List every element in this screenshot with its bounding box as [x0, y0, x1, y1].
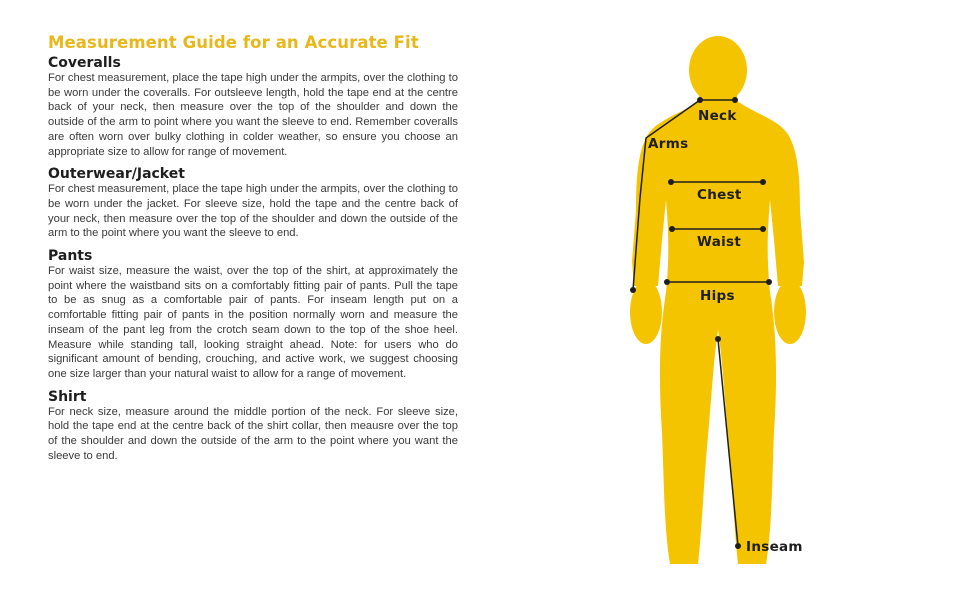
section-heading: Pants	[48, 248, 93, 265]
section-body: For chest measurement, place the tape high under the armpits, over the clothing to be worn under the coveralls. For outsleeve length, hold the tape end at the centre back of your neck, then measure over the top of the shoulder and down the outside of the arm to point where you want the sleeve to end. Remember coveralls are often worn over bulky clothing in colder weather, so ensure you choose an appropriate size to allow for range of movement.	[48, 72, 458, 158]
section-coveralls	[48, 55, 458, 159]
section-heading: Coveralls	[48, 55, 121, 71]
page-title: Measurement Guide for an Accurate Fit	[48, 33, 419, 52]
hips-label: Hips	[700, 288, 735, 304]
section-outerwear-jacket	[48, 166, 458, 241]
neck-label: Neck	[698, 108, 737, 124]
chest-label: Chest	[697, 187, 742, 203]
section-body: For neck size, measure around the middle portion of the neck. For sleeve size, hold the tape end at the centre back of the shirt collar, then meausre over the top of the shoulder and down the outside of the arm to the point where you want the sleeve to end.	[48, 405, 458, 462]
section-body: For chest measurement, place the tape high under the armpits, over the clothing to be worn under the jacket. For sleeve size, hold the tape and the centre back of your neck, then measure over the top of the shoulder and down the outside of the arm to the point where you want the sleeve to end.	[48, 183, 458, 240]
inseam-label: Inseam	[746, 539, 803, 555]
section-heading: Outerwear/Jacket	[48, 166, 185, 183]
waist-label: Waist	[697, 234, 742, 250]
section-shirt	[48, 389, 458, 464]
body-measurement-figure	[600, 30, 830, 570]
arms-label: Arms	[648, 136, 689, 152]
section-heading: Shirt	[48, 388, 87, 405]
section-pants	[48, 248, 458, 382]
measurement-guide	[48, 33, 458, 470]
section-body: For waist size, measure the waist, over the top of the shirt, at approximately the point where the waistband sits on a comfortably fitting pair of pants. Pull the tape to be as snug as a comfortable pair of pants. For inseam length put on a comfortable fitting pair of pants in the position normally worn and measure the inseam of the pant leg from the crotch seam down to the top of the shoe heel. Measure while standing tall, looking straight ahead. Note: for users who do significant amount of bending, crouching, and active work, we suggest choosing one size larger than your natural waist to allow for a range of movement.	[48, 265, 458, 380]
